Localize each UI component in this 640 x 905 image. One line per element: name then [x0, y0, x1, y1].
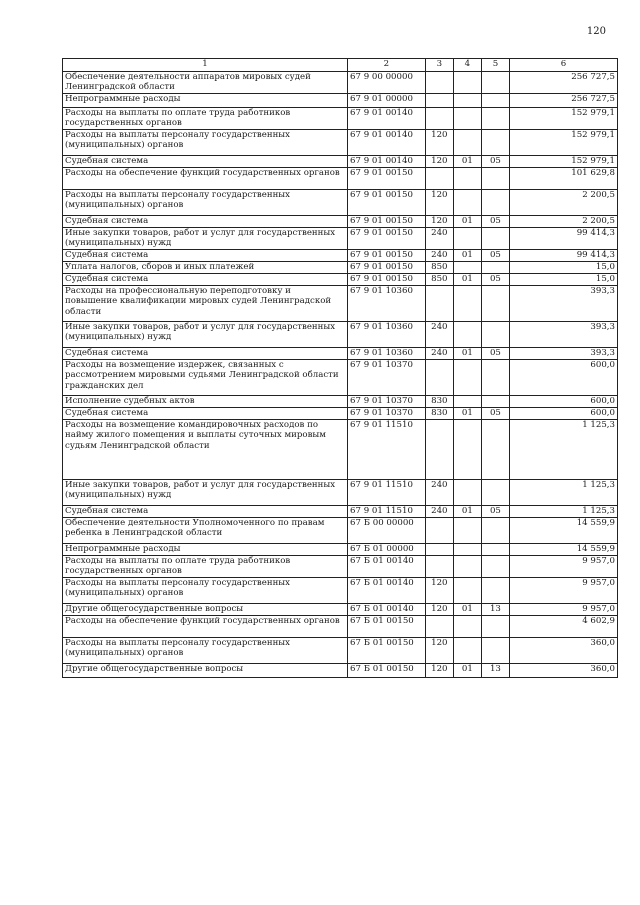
expense-type-code: [425, 168, 453, 190]
section-code: 01: [453, 664, 481, 678]
section-code: [453, 396, 481, 408]
target-article-code: 67 9 01 00150: [348, 262, 426, 274]
row-description: Расходы на выплаты по оплате труда работников государственных органов: [63, 108, 348, 130]
target-article-code: 67 9 01 10360: [348, 322, 426, 348]
expense-type-code: [425, 286, 453, 322]
table-row: [63, 216, 618, 228]
row-description: Судебная система: [63, 156, 348, 168]
target-article-code: 67 9 01 00150: [348, 216, 426, 228]
subsection-code: [481, 556, 509, 578]
amount-value: 15,0: [509, 274, 617, 286]
target-article-code: 67 Б 01 00150: [348, 664, 426, 678]
row-description: Судебная система: [63, 216, 348, 228]
target-article-code: 67 9 01 00150: [348, 190, 426, 216]
target-article-code: 67 9 01 11510: [348, 506, 426, 518]
row-description: Расходы на профессиональную переподготовку и повышение квалификации мировых судей Ленинградской области: [63, 286, 348, 322]
expense-type-code: 120: [425, 190, 453, 216]
page-number: 120: [586, 26, 606, 37]
subsection-code: [481, 544, 509, 556]
subsection-code: 05: [481, 216, 509, 228]
row-description: Расходы на обеспечение функций государственных органов: [63, 616, 348, 638]
target-article-code: 67 9 00 00000: [348, 72, 426, 94]
amount-value: 360,0: [509, 638, 617, 664]
target-article-code: 67 Б 01 00000: [348, 544, 426, 556]
section-code: [453, 108, 481, 130]
amount-value: 393,3: [509, 322, 617, 348]
header-col-5: 5: [481, 59, 509, 72]
subsection-code: [481, 396, 509, 408]
expense-type-code: [425, 544, 453, 556]
section-code: 01: [453, 156, 481, 168]
expense-type-code: [425, 556, 453, 578]
amount-value: 15,0: [509, 262, 617, 274]
target-article-code: 67 9 01 00150: [348, 168, 426, 190]
subsection-code: 05: [481, 348, 509, 360]
row-description: Обеспечение деятельности Уполномоченного по правам ребенка в Ленинградской области: [63, 518, 348, 544]
expense-type-code: 120: [425, 604, 453, 616]
amount-value: 101 629,8: [509, 168, 617, 190]
expense-type-code: 120: [425, 578, 453, 604]
target-article-code: 67 9 01 00150: [348, 250, 426, 262]
amount-value: 152 979,1: [509, 156, 617, 168]
amount-value: 2 200,5: [509, 216, 617, 228]
row-description: Иные закупки товаров, работ и услуг для государственных (муниципальных) нужд: [63, 322, 348, 348]
row-description: Расходы на выплаты персоналу государственных (муниципальных) органов: [63, 638, 348, 664]
section-code: [453, 286, 481, 322]
target-article-code: 67 9 01 10360: [348, 286, 426, 322]
subsection-code: [481, 616, 509, 638]
subsection-code: [481, 360, 509, 396]
section-code: [453, 360, 481, 396]
expense-type-code: 120: [425, 664, 453, 678]
amount-value: 600,0: [509, 360, 617, 396]
subsection-code: 05: [481, 250, 509, 262]
subsection-code: [481, 518, 509, 544]
row-description: Судебная система: [63, 348, 348, 360]
table-row: [63, 518, 618, 544]
target-article-code: 67 9 01 10360: [348, 348, 426, 360]
subsection-code: [481, 638, 509, 664]
target-article-code: 67 9 01 10370: [348, 396, 426, 408]
amount-value: 9 957,0: [509, 578, 617, 604]
table-row: [63, 190, 618, 216]
row-description: Обеспечение деятельности аппаратов мировых судей Ленинградской области: [63, 72, 348, 94]
amount-value: 1 125,3: [509, 420, 617, 480]
amount-value: 600,0: [509, 396, 617, 408]
section-code: 01: [453, 216, 481, 228]
table-row: [63, 72, 618, 94]
expense-type-code: 240: [425, 250, 453, 262]
expense-type-code: 120: [425, 638, 453, 664]
subsection-code: [481, 420, 509, 480]
amount-value: 360,0: [509, 664, 617, 678]
target-article-code: 67 Б 01 00140: [348, 604, 426, 616]
subsection-code: [481, 108, 509, 130]
target-article-code: 67 9 01 00140: [348, 108, 426, 130]
section-code: 01: [453, 506, 481, 518]
row-description: Расходы на возмещение командировочных расходов по найму жилого помещения и выплаты суточных мировым судьям Ленинградской области: [63, 420, 348, 480]
expense-type-code: [425, 72, 453, 94]
section-code: [453, 94, 481, 108]
subsection-code: [481, 130, 509, 156]
row-description: Расходы на возмещение издержек, связанных с рассмотрением мировыми судьями Ленинградской области гражданских дел: [63, 360, 348, 396]
table-row: [63, 348, 618, 360]
section-code: [453, 480, 481, 506]
table-body: [63, 72, 618, 678]
target-article-code: 67 Б 01 00150: [348, 616, 426, 638]
amount-value: 4 602,9: [509, 616, 617, 638]
subsection-code: [481, 168, 509, 190]
table-row: [63, 130, 618, 156]
row-description: Расходы на обеспечение функций государственных органов: [63, 168, 348, 190]
amount-value: 1 125,3: [509, 506, 617, 518]
target-article-code: 67 Б 01 00140: [348, 556, 426, 578]
table-row: [63, 94, 618, 108]
section-code: 01: [453, 408, 481, 420]
amount-value: 14 559,9: [509, 544, 617, 556]
target-article-code: 67 9 01 00150: [348, 274, 426, 286]
expense-type-code: 120: [425, 216, 453, 228]
row-description: Судебная система: [63, 408, 348, 420]
section-code: 01: [453, 250, 481, 262]
section-code: [453, 130, 481, 156]
target-article-code: 67 9 01 00140: [348, 156, 426, 168]
row-description: Иные закупки товаров, работ и услуг для государственных (муниципальных) нужд: [63, 480, 348, 506]
row-description: Расходы на выплаты персоналу государственных (муниципальных) органов: [63, 190, 348, 216]
table-row: [63, 322, 618, 348]
expense-type-code: 240: [425, 228, 453, 250]
target-article-code: 67 Б 01 00140: [348, 578, 426, 604]
amount-value: 99 414,3: [509, 228, 617, 250]
section-code: [453, 544, 481, 556]
table-row: [63, 262, 618, 274]
table-header-row: [63, 59, 618, 72]
section-code: [453, 262, 481, 274]
amount-value: 256 727,5: [509, 94, 617, 108]
table-row: [63, 556, 618, 578]
row-description: Расходы на выплаты персоналу государственных (муниципальных) органов: [63, 578, 348, 604]
subsection-code: [481, 228, 509, 250]
amount-value: 256 727,5: [509, 72, 617, 94]
subsection-code: 13: [481, 604, 509, 616]
table-row: [63, 156, 618, 168]
section-code: [453, 168, 481, 190]
table-row: [63, 286, 618, 322]
expense-type-code: 830: [425, 408, 453, 420]
table-row: [63, 616, 618, 638]
expense-type-code: [425, 108, 453, 130]
budget-table: [62, 58, 618, 678]
table-row: [63, 638, 618, 664]
section-code: 01: [453, 348, 481, 360]
expense-type-code: [425, 420, 453, 480]
row-description: Расходы на выплаты персоналу государственных (муниципальных) органов: [63, 130, 348, 156]
subsection-code: 13: [481, 664, 509, 678]
table-row: [63, 420, 618, 480]
row-description: Исполнение судебных актов: [63, 396, 348, 408]
row-description: Расходы на выплаты по оплате труда работников государственных органов: [63, 556, 348, 578]
amount-value: 152 979,1: [509, 130, 617, 156]
row-description: Судебная система: [63, 506, 348, 518]
expense-type-code: [425, 360, 453, 396]
expense-type-code: 830: [425, 396, 453, 408]
row-description: Уплата налогов, сборов и иных платежей: [63, 262, 348, 274]
row-description: Иные закупки товаров, работ и услуг для государственных (муниципальных) нужд: [63, 228, 348, 250]
expense-type-code: [425, 518, 453, 544]
header-col-3: 3: [425, 59, 453, 72]
table-row: [63, 506, 618, 518]
subsection-code: 05: [481, 274, 509, 286]
expense-type-code: 240: [425, 480, 453, 506]
expense-type-code: 850: [425, 274, 453, 286]
subsection-code: 05: [481, 408, 509, 420]
table-row: [63, 480, 618, 506]
table-header: [63, 59, 618, 72]
row-description: Судебная система: [63, 250, 348, 262]
row-description: Другие общегосударственные вопросы: [63, 604, 348, 616]
amount-value: 600,0: [509, 408, 617, 420]
subsection-code: [481, 262, 509, 274]
amount-value: 393,3: [509, 348, 617, 360]
table-row: [63, 250, 618, 262]
subsection-code: [481, 480, 509, 506]
subsection-code: 05: [481, 156, 509, 168]
amount-value: 152 979,1: [509, 108, 617, 130]
amount-value: 14 559,9: [509, 518, 617, 544]
expense-type-code: 850: [425, 262, 453, 274]
expense-type-code: 240: [425, 322, 453, 348]
expense-type-code: 120: [425, 156, 453, 168]
table-row: [63, 664, 618, 678]
target-article-code: 67 Б 01 00150: [348, 638, 426, 664]
table-row: [63, 168, 618, 190]
target-article-code: 67 9 01 00000: [348, 94, 426, 108]
amount-value: 99 414,3: [509, 250, 617, 262]
table-row: [63, 274, 618, 286]
section-code: 01: [453, 604, 481, 616]
row-description: Другие общегосударственные вопросы: [63, 664, 348, 678]
target-article-code: 67 9 01 00150: [348, 228, 426, 250]
header-col-2: 2: [348, 59, 426, 72]
table-row: [63, 108, 618, 130]
section-code: [453, 322, 481, 348]
section-code: [453, 420, 481, 480]
expense-type-code: 240: [425, 506, 453, 518]
table-row: [63, 544, 618, 556]
amount-value: 2 200,5: [509, 190, 617, 216]
subsection-code: [481, 72, 509, 94]
expense-type-code: [425, 616, 453, 638]
section-code: [453, 638, 481, 664]
section-code: [453, 556, 481, 578]
target-article-code: 67 9 01 10370: [348, 408, 426, 420]
table-row: [63, 604, 618, 616]
subsection-code: [481, 322, 509, 348]
target-article-code: 67 9 01 10370: [348, 360, 426, 396]
section-code: [453, 616, 481, 638]
section-code: [453, 228, 481, 250]
row-description: Судебная система: [63, 274, 348, 286]
table-row: [63, 578, 618, 604]
section-code: [453, 578, 481, 604]
row-description: Непрограммные расходы: [63, 544, 348, 556]
target-article-code: 67 Б 00 00000: [348, 518, 426, 544]
expense-type-code: 240: [425, 348, 453, 360]
header-col-6: 6: [509, 59, 617, 72]
target-article-code: 67 9 01 11510: [348, 480, 426, 506]
section-code: 01: [453, 274, 481, 286]
section-code: [453, 190, 481, 216]
section-code: [453, 518, 481, 544]
expense-type-code: 120: [425, 130, 453, 156]
subsection-code: [481, 94, 509, 108]
section-code: [453, 72, 481, 94]
table-row: [63, 396, 618, 408]
subsection-code: 05: [481, 506, 509, 518]
amount-value: 9 957,0: [509, 604, 617, 616]
subsection-code: [481, 190, 509, 216]
amount-value: 9 957,0: [509, 556, 617, 578]
table-row: [63, 408, 618, 420]
header-col-4: 4: [453, 59, 481, 72]
subsection-code: [481, 286, 509, 322]
amount-value: 1 125,3: [509, 480, 617, 506]
table-row: [63, 228, 618, 250]
row-description: Непрограммные расходы: [63, 94, 348, 108]
target-article-code: 67 9 01 11510: [348, 420, 426, 480]
expense-type-code: [425, 94, 453, 108]
header-col-1: 1: [63, 59, 348, 72]
amount-value: 393,3: [509, 286, 617, 322]
subsection-code: [481, 578, 509, 604]
target-article-code: 67 9 01 00140: [348, 130, 426, 156]
table-row: [63, 360, 618, 396]
